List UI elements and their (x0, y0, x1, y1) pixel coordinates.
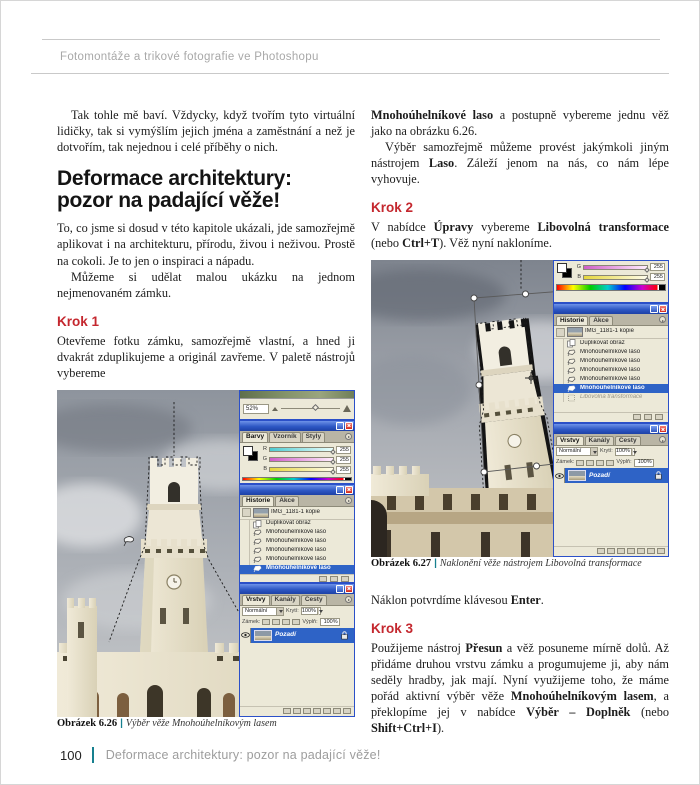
opacity-field: 100% (615, 448, 635, 456)
tab-layers: Vrstvy (556, 436, 584, 446)
transform-icon (567, 394, 577, 402)
chevron-down-icon (590, 448, 597, 455)
colors-palette: Barvy Vzorník Styly R 255 G 255 B 255 (239, 420, 355, 484)
navigator-palette (239, 390, 355, 420)
delete-layer-icon (657, 548, 665, 554)
paragraph: Mnohoúhelníkové laso a postupně vybereme jednu věž jako na obrázku 6.26. (371, 108, 669, 139)
adjustment-layer-icon (313, 708, 321, 714)
red-slider (269, 447, 334, 452)
palette-titlebar (240, 485, 354, 495)
adjustment-layer-icon (627, 548, 635, 554)
zoom-slider-thumb (312, 404, 319, 411)
tab-colors: Barvy (242, 432, 268, 442)
tab-paths: Cesty (301, 595, 327, 605)
figure-caption-627: Obrázek 6.27 | Naklonění věže nástrojem Libovolná transformace (371, 558, 642, 570)
lock-pixels-icon (272, 619, 280, 625)
layer-mask-icon (303, 708, 311, 714)
tab-channels: Kanály (585, 436, 614, 446)
running-header: Fotomontáže a trikové fotografie ve Photoshopu (60, 50, 319, 63)
lock-transparency-icon (576, 460, 584, 466)
foreground-color-swatch (557, 263, 567, 273)
lock-position-icon (596, 460, 604, 466)
palette-titlebar (240, 584, 354, 594)
colors-palette-partial: G 255 B 255 (553, 260, 669, 303)
paragraph: Tak tohle mě baví. Vždycky, když tvořím tyto virtuální lidičky, tak si vymýšlím jejich jména a zaměstnání a než je dotvořím, tak nejednou i celé příběhy o nich. (57, 108, 355, 155)
history-step-undone: Libovolná transformace (554, 393, 668, 402)
polygonal-lasso-icon (567, 385, 577, 393)
paragraph: V nabídce Úpravy vybereme Libovolná transformace (nebo Ctrl+T). Věž nyní nakloníme. (371, 220, 669, 251)
caption-separator: | (120, 717, 123, 729)
tab-channels: Kanály (271, 595, 300, 605)
page-footer (60, 747, 381, 763)
close-icon (659, 305, 667, 313)
snapshot-thumbnail (567, 327, 583, 337)
fill-field: 100% (634, 459, 654, 467)
footer-divider (92, 747, 94, 763)
collapse-icon (336, 422, 344, 430)
history-footer (554, 412, 668, 422)
visibility-eye-icon (554, 468, 565, 483)
zoom-percent-field: 52% (243, 404, 269, 414)
layer-thumbnail (254, 630, 272, 641)
polygonal-lasso-icon (253, 556, 263, 564)
photoshop-palettes (553, 260, 669, 557)
layers-palette: Vrstvy Kanály Cesty Normální Krytí: 100% Zámek: Výplň: 100% Pozadí (239, 583, 355, 717)
paragraph: Výběr samozřejmě můžeme provést jakýmkoli jiným nástrojem Laso. Záleží jenom na nás, co nám lépe vyhovuje. (371, 140, 669, 187)
blend-mode-select: Normální (556, 447, 598, 456)
blue-slider (269, 467, 334, 472)
new-snapshot-icon (644, 414, 652, 420)
step-heading-2: Krok 2 (371, 200, 414, 216)
polygonal-lasso-icon (567, 358, 577, 366)
opacity-field: 100% (301, 607, 321, 615)
history-step: Mnohoúhelníkové laso (240, 529, 354, 538)
tab-layers: Vrstvy (242, 595, 270, 605)
panel-menu-icon (345, 596, 352, 603)
green-value: 255 (336, 456, 351, 464)
green-value: 255 (650, 263, 665, 271)
collapse-icon (336, 585, 344, 593)
navigator-thumbnail (240, 391, 354, 399)
visibility-eye-icon (240, 628, 251, 643)
close-icon (345, 486, 353, 494)
trash-icon (341, 576, 349, 582)
polygonal-lasso-icon (567, 367, 577, 375)
lock-all-icon (606, 460, 614, 466)
page-number: 100 (60, 747, 82, 763)
close-icon (659, 425, 667, 433)
history-palette (553, 303, 669, 423)
figure-626 (57, 390, 355, 717)
figure-627 (371, 260, 669, 557)
history-step: Mnohoúhelníkové laso (554, 357, 668, 366)
lock-position-icon (282, 619, 290, 625)
new-group-icon (323, 708, 331, 714)
zoom-in-icon (343, 405, 351, 412)
polygonal-lasso-icon (567, 349, 577, 357)
polygonal-lasso-icon (253, 565, 263, 573)
polygonal-lasso-icon (253, 547, 263, 555)
tab-styles: Styly (302, 432, 326, 442)
panel-menu-icon (345, 497, 352, 504)
snapshot-brush-icon (242, 508, 251, 517)
history-step-selected: Mnohoúhelníkové laso (554, 384, 668, 393)
palette-tabs (240, 594, 354, 606)
history-footer (240, 574, 354, 583)
delete-layer-icon (343, 708, 351, 714)
step-heading-1: Krok 1 (57, 313, 100, 329)
snapshot-thumbnail (253, 508, 269, 518)
layer-thumbnail (568, 470, 586, 481)
tab-history: Historie (242, 496, 274, 506)
layer-background: Pozadí (240, 628, 354, 643)
paragraph: Můžeme si udělat malou ukázku na jednom nejmenovaném zámku. (57, 269, 355, 300)
right-column (371, 107, 669, 736)
history-step: Duplikovat obraz (240, 520, 354, 529)
new-group-icon (637, 548, 645, 554)
history-step: Mnohoúhelníkové laso (240, 538, 354, 547)
lock-pixels-icon (586, 460, 594, 466)
history-snapshot: IMG_1181-1 kopie (554, 326, 668, 339)
paragraph: To, co jsme si dosud v této kapitole ukázali, jde samozřejmě aplikovat i na architekturu, přírodu, živou i neživou. Prostě na cokoli. Je to jen o inspiraci a nápadu. (57, 221, 355, 268)
palette-tabs (554, 434, 668, 446)
collapse-icon (336, 486, 344, 494)
layer-background: Pozadí (554, 468, 668, 483)
history-step: Mnohoúhelníkové laso (554, 375, 668, 384)
green-slider (269, 457, 334, 462)
caption-separator: | (434, 558, 437, 570)
zoom-out-icon (272, 407, 278, 411)
photoshop-palettes (239, 390, 355, 717)
history-step: Mnohoúhelníkové laso (554, 366, 668, 375)
history-step: Duplikovat obraz (554, 339, 668, 348)
panel-menu-icon (659, 436, 666, 443)
blend-mode-select: Normální (242, 607, 284, 616)
layers-footer (554, 546, 668, 556)
layer-mask-icon (617, 548, 625, 554)
palette-tabs (240, 495, 354, 507)
palette-titlebar (240, 421, 354, 431)
collapse-icon (650, 305, 658, 313)
step-heading-3: Krok 3 (371, 621, 414, 637)
polygonal-lasso-icon (253, 529, 263, 537)
history-snapshot: IMG_1181-1 kopie (240, 507, 354, 520)
figure-caption-626: Obrázek 6.26 | Výběr věže Mnohoúhelníkovým lasem (57, 717, 277, 729)
layers-footer (240, 706, 354, 716)
new-layer-icon (647, 548, 655, 554)
link-icon (283, 708, 291, 714)
polygonal-lasso-icon (567, 376, 577, 384)
collapse-icon (650, 425, 658, 433)
snapshot-brush-icon (556, 328, 565, 337)
close-icon (345, 422, 353, 430)
tab-actions: Akce (589, 316, 613, 326)
history-step: Mnohoúhelníkové laso (240, 547, 354, 556)
chevron-down-icon (317, 608, 319, 615)
green-slider (583, 265, 648, 270)
lock-icon (341, 631, 351, 640)
close-icon (345, 585, 353, 593)
new-document-from-state-icon (319, 576, 327, 582)
color-spectrum-ramp (242, 477, 352, 481)
history-step: Mnohoúhelníkové laso (554, 348, 668, 357)
blue-value: 255 (650, 273, 665, 281)
left-column (57, 107, 355, 736)
tab-swatches: Vzorník (269, 432, 300, 442)
palette-tabs (240, 431, 354, 443)
color-swatches (243, 446, 259, 462)
content-columns (57, 107, 669, 736)
palette-tabs (554, 314, 668, 326)
zoom-slider (281, 408, 340, 409)
section-heading: Deformace architektury: pozor na padající věže! (57, 167, 292, 213)
duplicate-image-icon (253, 520, 263, 529)
polygonal-lasso-icon (253, 538, 263, 546)
blue-value: 255 (336, 466, 351, 474)
lock-all-icon (292, 619, 300, 625)
layer-style-icon (293, 708, 301, 714)
tab-actions: Akce (275, 496, 299, 506)
history-palette (239, 484, 355, 583)
link-icon (597, 548, 605, 554)
chevron-down-icon (276, 608, 283, 615)
panel-menu-icon (345, 433, 352, 440)
foreground-color-swatch (243, 446, 253, 456)
palette-titlebar (554, 424, 668, 434)
color-swatches (557, 263, 573, 279)
duplicate-image-icon (567, 339, 577, 348)
tab-paths: Cesty (615, 436, 641, 446)
new-document-from-state-icon (633, 414, 641, 420)
lock-transparency-icon (262, 619, 270, 625)
color-spectrum-ramp (556, 284, 666, 291)
palette-titlebar (554, 304, 668, 314)
fill-field: 100% (320, 618, 340, 626)
paragraph: Otevřeme fotku zámku, samozřejmě vlastní, a hned ji dvakrát zduplikujeme a originál zavřeme. V paletě nástrojů vybereme (57, 333, 355, 380)
paragraph: Použijeme nástroj Přesun a věž posuneme mírně dolů. Až přidáme druhou vrstvu zámku a progumujeme ji, aby nám seděly hradby, jak mají. Nyní využijeme toho, že máme pořád aktivní výběr věže Mnohoúhelníkovým lasem, a překlopíme jej v nabídce Výběr – Doplněk (nebo Shift+Ctrl+I). (371, 640, 670, 736)
trash-icon (655, 414, 663, 420)
page-header (31, 40, 669, 74)
lock-icon (655, 471, 665, 480)
layer-style-icon (607, 548, 615, 554)
new-layer-icon (333, 708, 341, 714)
footer-chapter-title: Deformace architektury: pozor na padající věže! (105, 748, 381, 762)
new-snapshot-icon (330, 576, 338, 582)
history-step-selected: Mnohoúhelníkové laso (240, 565, 354, 574)
history-step: Mnohoúhelníkové laso (240, 556, 354, 565)
red-value: 255 (336, 446, 351, 454)
panel-menu-icon (659, 316, 666, 323)
tab-history: Historie (556, 316, 588, 326)
blue-slider (583, 275, 648, 280)
layers-palette: Vrstvy Kanály Cesty Normální Krytí: 100% Zámek: Výplň: 100% Pozadí (553, 423, 669, 557)
paragraph: Náklon potvrdíme klávesou Enter. (371, 593, 544, 608)
chevron-down-icon (631, 448, 633, 455)
